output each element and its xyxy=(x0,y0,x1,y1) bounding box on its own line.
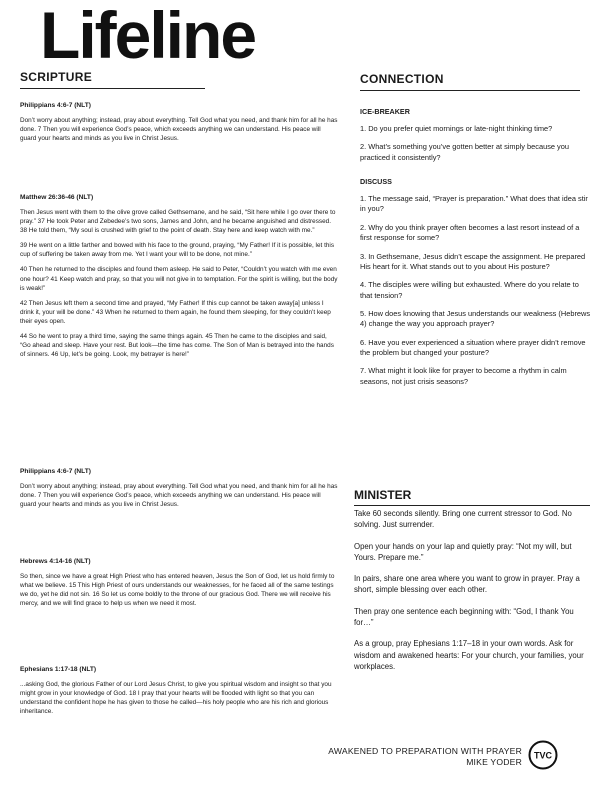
passage-philippians-1 xyxy=(20,102,338,149)
connection-column xyxy=(360,72,592,395)
passage-reference: Hebrews 4:14-16 (NLT) xyxy=(20,558,91,565)
logo-text: TVC xyxy=(534,750,552,761)
discuss-question: 6. Have you ever experienced a situation where prayer didn’t remove the problem but changed your posture? xyxy=(360,337,586,358)
minister-heading: MINISTER xyxy=(354,488,590,506)
minister-step: As a group, pray Ephesians 1:17–18 in your own words. Ask for wisdom and awakened hearts: For your church, your families, your workplaces. xyxy=(354,639,584,671)
passage-hebrews xyxy=(20,558,338,614)
minister-step: Then pray one sentence each beginning with: “God, I thank You for…” xyxy=(354,606,574,628)
connection-heading: CONNECTION xyxy=(360,72,580,91)
passage-text: Don’t worry about anything; instead, pray about everything. Tell God what you need, and thank him for all he has done. 7 Then you will experience God’s peace, which exceeds anything we can understand. His peace will guard your hearts and minds as you live in Christ Jesus. xyxy=(20,483,338,509)
discuss-heading: DISCUSS xyxy=(360,177,392,187)
scripture-heading: SCRIPTURE xyxy=(20,70,205,89)
discuss-question: 1. The message said, “Prayer is preparation.” What does that idea stir in you? xyxy=(360,194,588,214)
passage-text: ...asking God, the glorious Father of our Lord Jesus Christ, to give you spiritual wisdom and insight so that you might grow in your knowledge of God. 18 I pray that your hearts will be flooded with light so that you can understand the confident hope he has given to those he called—his holy people who are his rich and glorious inheritance. xyxy=(20,681,332,716)
discuss-question: 3. In Gethsemane, Jesus didn’t escape the assignment. He prepared His heart for it. What stands out to you about His posture? xyxy=(360,251,586,271)
footer xyxy=(328,746,522,768)
discuss-question: 4. The disciples were willing but exhausted. Where do you relate to that tension? xyxy=(360,280,579,300)
passage-text: Don’t worry about anything; instead, pray about everything. Tell God what you need, and thank him for all he has done. 7 Then you will experience God’s peace, which exceeds anything we can understand. His peace will guard your hearts and minds as you live in Christ Jesus. xyxy=(20,117,338,143)
icebreaker-question: 1. Do you prefer quiet mornings or late-night thinking time? xyxy=(360,124,553,133)
passage-text: 39 He went on a little farther and bowed with his face to the ground, praying, “My Father! If it is possible, let this cup of suffering be taken away from me. Yet I want your will to be done, not mine.” xyxy=(20,242,335,259)
icebreaker-heading: ICE-BREAKER xyxy=(360,107,410,116)
discuss-question: 2. Why do you think prayer often becomes a last resort instead of a first response for some? xyxy=(360,222,580,243)
minister-step: In pairs, share one area where you want to grow in prayer. Pray a short, simple blessing over each other. xyxy=(354,574,580,595)
minister-step: Take 60 seconds silently. Bring one current stressor to God. No solving. Just surrender. xyxy=(354,509,572,530)
page-title: Lifeline xyxy=(40,0,256,72)
scripture-column xyxy=(20,70,338,716)
minister-section xyxy=(354,508,594,682)
passage-reference: Philippians 4:6-7 (NLT) xyxy=(20,102,91,109)
passage-text: 44 So he went to pray a third time, saying the same things again. 45 Then he came to the disciples and said, “Go ahead and sleep. Have your rest. But look—the time has come. The Son of Man is betrayed into the hands of sinners. 46 Up, let’s be going. Look, my betrayer is here!” xyxy=(20,333,334,359)
passage-text: 42 Then Jesus left them a second time and prayed, “My Father! If this cup cannot be taken away[a] unless I drink it, your will be done.” 43 When he returned to them again, he found them sleeping, for they couldn’t keep their eyes open. xyxy=(20,299,331,325)
tvc-logo-icon xyxy=(528,740,558,770)
sermon-title: AWAKENED TO PREPARATION WITH PRAYER xyxy=(328,746,522,756)
passage-reference: Matthew 26:36-46 (NLT) xyxy=(20,194,94,201)
passage-matthew xyxy=(20,194,338,365)
icebreaker-question: 2. What’s something you’ve gotten better at simply because you practiced it consistently? xyxy=(360,142,569,162)
discuss-question: 5. How does knowing that Jesus understands our weakness (Hebrews 4) change the way you approach prayer? xyxy=(360,308,591,329)
discuss-question: 7. What might it look like for prayer to become a rhythm in calm seasons, not just crisis seasons? xyxy=(360,366,567,386)
minister-step: Open your hands on your lap and quietly pray: “Not my will, but Yours. Prepare me.” xyxy=(354,541,572,562)
passage-text: Then Jesus went with them to the olive grove called Gethsemane, and he said, “Sit here while I go over there to pray.” 37 He took Peter and Zebedee’s two sons, James and John, and he became anguished and distressed. 38 He told them, “My soul is crushed with grief to the point of death. Stay here and keep watch with me.” xyxy=(20,209,336,235)
passage-ephesians xyxy=(20,666,338,722)
speaker-name: MIKE YODER xyxy=(466,757,522,768)
passage-text: So then, since we have a great High Priest who has entered heaven, Jesus the Son of God, let us hold firmly to what we believe. 15 This High Priest of ours understands our weaknesses, for he faced all of the same testings we do, yet he did not sin. 16 So let us come boldly to the throne of our gracious God. There we will receive his mercy, and we will find grace to help us when we need it most. xyxy=(20,573,335,608)
passage-reference: Ephesians 1:17-18 (NLT) xyxy=(20,666,97,673)
passage-philippians-2 xyxy=(20,468,338,515)
passage-reference: Philippians 4:6-7 (NLT) xyxy=(20,468,91,475)
passage-text: 40 Then he returned to the disciples and found them asleep. He said to Peter, “Couldn’t you watch with me even one hour? 41 Keep watch and pray, so that you will not give in to temptation. For the spirit is willing, but the body is weak!” xyxy=(20,266,338,292)
